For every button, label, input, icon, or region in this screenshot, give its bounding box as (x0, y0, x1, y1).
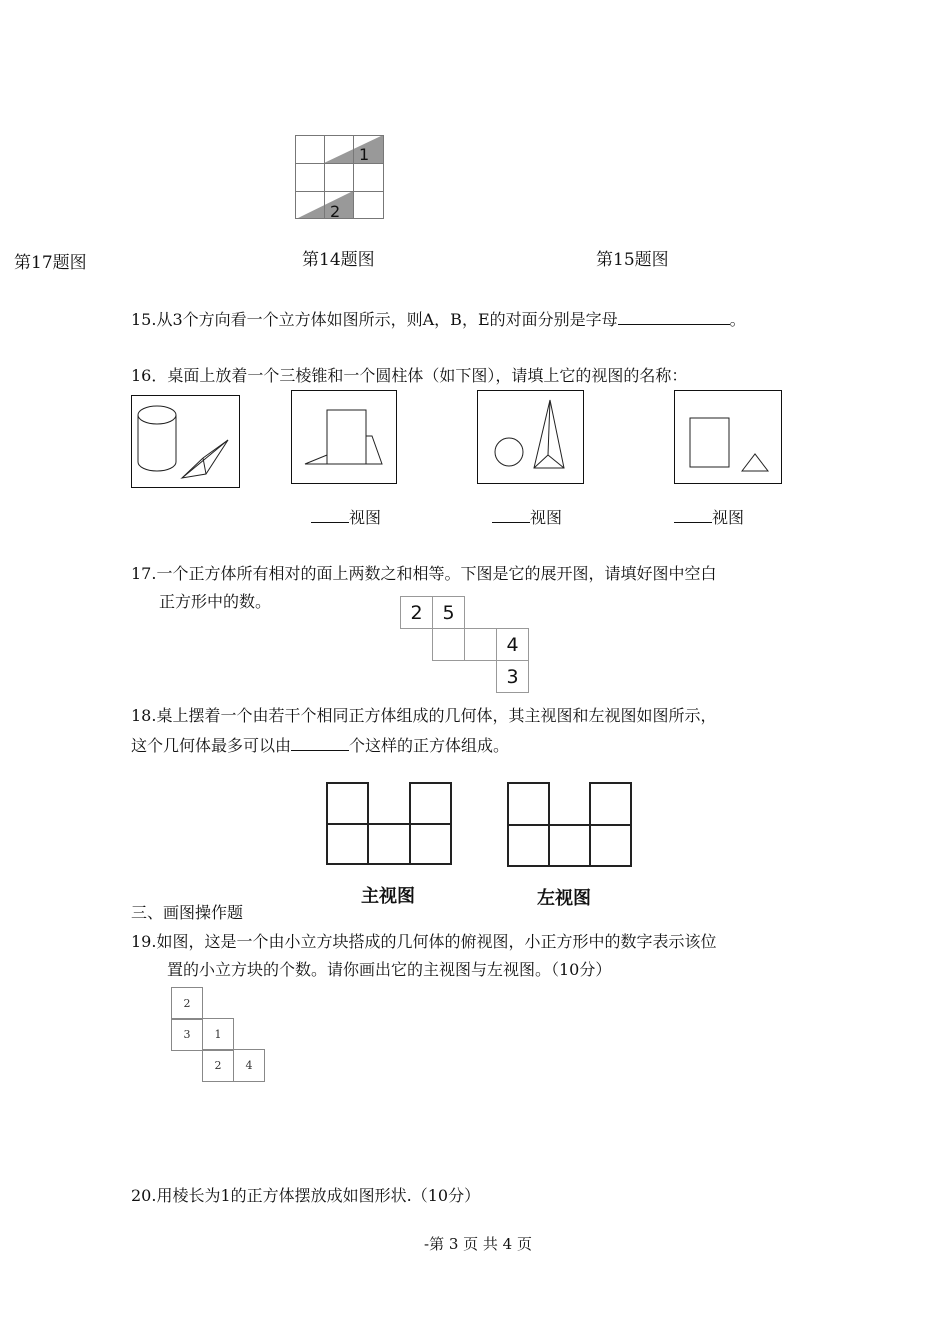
question-15-text: 15.从3个方向看一个立方体如图所示，则A，B，E的对面分别是字母 (131, 310, 618, 329)
question-18-line2b: 个这样的正方体组成。 (349, 736, 510, 755)
question-18-line1: 18.桌上摆着一个由若干个相同正方体组成的几何体，其主视图和左视图如图所示， (131, 706, 717, 725)
question-19-line1: 19.如图，这是一个由小立方块搭成的几何体的俯视图，小正方形中的数字表示该位 (131, 932, 717, 951)
net-cell-3: 4 (496, 628, 529, 661)
answer-blank-15[interactable] (618, 306, 730, 325)
question-17-line1: 17.一个正方体所有相对的面上两数之和相等。下图是它的展开图，请填好图中空白 (131, 564, 717, 583)
net-cell-4: 3 (496, 660, 529, 693)
q18-front-view-label: 主视图 (361, 886, 415, 907)
section-3-title: 三、画图操作题 (131, 903, 244, 922)
q16-answer-a (311, 504, 381, 530)
answer-blank-16c[interactable] (674, 504, 712, 523)
page-footer: -第 3 页 共 4 页 (424, 1235, 532, 1253)
question-15 (131, 306, 746, 332)
net-cell-1: 2 (400, 596, 433, 629)
question-19-line2: 置的小立方块的个数。请你画出它的主视图与左视图。（10分） (167, 960, 612, 979)
q18-left-view (507, 782, 633, 868)
question-17-line2: 正方形中的数。 (159, 592, 272, 611)
fig14-grid (295, 135, 384, 219)
answer-blank-16b[interactable] (492, 504, 530, 523)
caption-fig15: 第15题图 (596, 250, 669, 270)
answer-blank-18[interactable] (291, 732, 349, 751)
top-view-cell-5: 4 (233, 1049, 265, 1082)
question-18-line2a: 这个几何体最多可以由 (131, 736, 292, 755)
q16-answer-b (492, 504, 562, 530)
question-16: 16．桌面上放着一个三棱锥和一个圆柱体（如下图），请填上它的视图的名称： (131, 366, 688, 385)
q16-figure-view-b (477, 390, 584, 484)
fig14-cell-label-1: 1 (359, 145, 370, 164)
q16-figure-solids (131, 395, 240, 488)
top-view-cell-1: 2 (171, 987, 203, 1020)
answer-blank-16a[interactable] (311, 504, 349, 523)
net-cell-blank-1[interactable] (432, 628, 465, 661)
net-cell-2: 5 (432, 596, 465, 629)
top-view-cell-2: 3 (171, 1018, 203, 1051)
question-15-tail: 。 (729, 310, 746, 329)
view-label-b: 视图 (530, 508, 563, 527)
question-20: 20.用棱长为1的正方体摆放成如图形状.（10分） (131, 1186, 481, 1205)
top-view-cell-4: 2 (202, 1049, 234, 1082)
view-label-a: 视图 (349, 508, 382, 527)
view-label-c: 视图 (712, 508, 745, 527)
q16-figure-view-a (291, 390, 397, 484)
fig14-cell-label-2: 2 (330, 202, 341, 221)
caption-fig14: 第14题图 (302, 250, 375, 270)
q18-left-view-label: 左视图 (537, 888, 591, 909)
q16-answer-c (674, 504, 744, 530)
caption-fig17: 第17题图 (14, 253, 87, 273)
q16-figure-view-c (674, 390, 782, 484)
net-cell-blank-2[interactable] (464, 628, 497, 661)
top-view-cell-3: 1 (202, 1018, 234, 1051)
question-18-line2 (131, 732, 509, 758)
q18-front-view (326, 782, 454, 866)
